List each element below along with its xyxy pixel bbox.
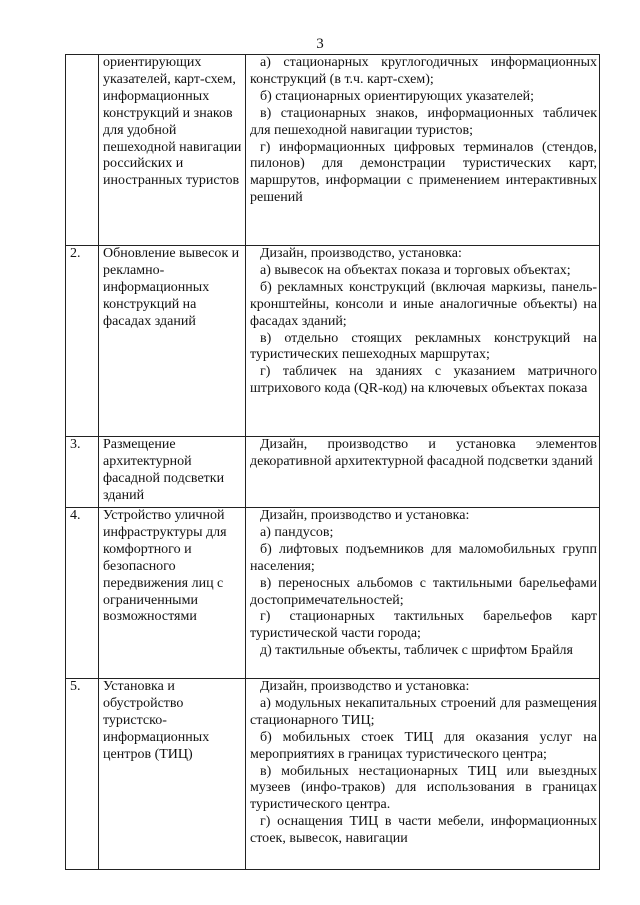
list-item: д) тактильные объекты, табличек с шрифтом Брайля: [260, 643, 573, 659]
list-item: б) стационарных ориентирующих указателей;: [260, 88, 535, 104]
row-number: 4.: [66, 508, 99, 679]
row-description: [246, 246, 600, 437]
table-row: [66, 246, 600, 437]
list-item: г) стационарных тактильных барельефов карт туристической части города;: [250, 609, 597, 642]
row-title: ориентирующих указателей, карт-схем, информационных конструкций и знаков для удобной пешеходной навигации российских и иностранных туристов: [99, 55, 246, 246]
row-number: [66, 55, 99, 246]
list-item: г) табличек на зданиях с указанием матричного штрихового кода (QR-код) на ключевых объектах показа: [250, 364, 597, 397]
row-number: 3.: [66, 437, 99, 508]
list-item: в) мобильных нестационарных ТИЦ или выездных музеев (инфо-траков) для использования в границах туристического центра.: [250, 763, 597, 813]
table-row: [66, 55, 600, 246]
list-item: г) оснащения ТИЦ в части мебели, информационных стоек, вывесок, навигации: [250, 814, 597, 847]
list-item: в) переносных альбомов с тактильными барельефами достопримечательностей;: [250, 575, 597, 608]
list-item: а) стационарных круглогодичных информационных конструкций (в т.ч. карт-схем);: [250, 55, 597, 87]
table-row: [66, 679, 600, 870]
row-number: 5.: [66, 679, 99, 870]
row-title: Устройство уличной инфраструктуры для комфортного и безопасного передвижения лиц с ограниченными возможностями: [99, 508, 246, 679]
list-item: б) мобильных стоек ТИЦ для оказания услуг на мероприятиях в границах туристического центра;: [250, 729, 597, 762]
row-intro: Дизайн, производство и установка:: [260, 679, 470, 694]
row-intro: Дизайн, производство и установка:: [260, 508, 470, 523]
table-row: [66, 508, 600, 679]
row-description: [246, 508, 600, 679]
page-number: 3: [316, 36, 324, 52]
row-intro: Дизайн, производство и установка элементов декоративной архитектурной фасадной подсветки зданий: [250, 437, 597, 469]
list-item: б) рекламных конструкций (включая маркизы, панель-кронштейны, консоли и иные аналогичные объекты) на фасадах зданий;: [250, 279, 597, 329]
table-row: [66, 437, 600, 508]
row-description: [246, 679, 600, 870]
row-intro: Дизайн, производство, установка:: [260, 246, 462, 261]
list-item: в) стационарных знаков, информационных табличек для пешеходной навигации туристов;: [250, 105, 597, 138]
row-title: Обновление вывесок и рекламно-информационных конструкций на фасадах зданий: [99, 246, 246, 437]
row-description: [246, 437, 600, 508]
list-item: б) лифтовых подъемников для маломобильных групп населения;: [250, 541, 597, 574]
row-description: [246, 55, 600, 246]
measures-table: [65, 54, 600, 870]
list-item: а) модульных некапитальных строений для размещения стационарного ТИЦ;: [250, 695, 597, 728]
list-item: а) пандусов;: [260, 524, 334, 540]
list-item: г) информационных цифровых терминалов (стендов, пилонов) для демонстрации туристических карт, маршрутов, информации с применением интерактивных решений: [250, 139, 597, 206]
row-title: Установка и обустройство туристско-информационных центров (ТИЦ): [99, 679, 246, 870]
list-item: в) отдельно стоящих рекламных конструкций на туристических пешеходных маршрутах;: [250, 330, 597, 363]
list-item: а) вывесок на объектах показа и торговых объектах;: [260, 262, 571, 278]
row-number: 2.: [66, 246, 99, 437]
row-title: Размещение архитектурной фасадной подсветки зданий: [99, 437, 246, 508]
